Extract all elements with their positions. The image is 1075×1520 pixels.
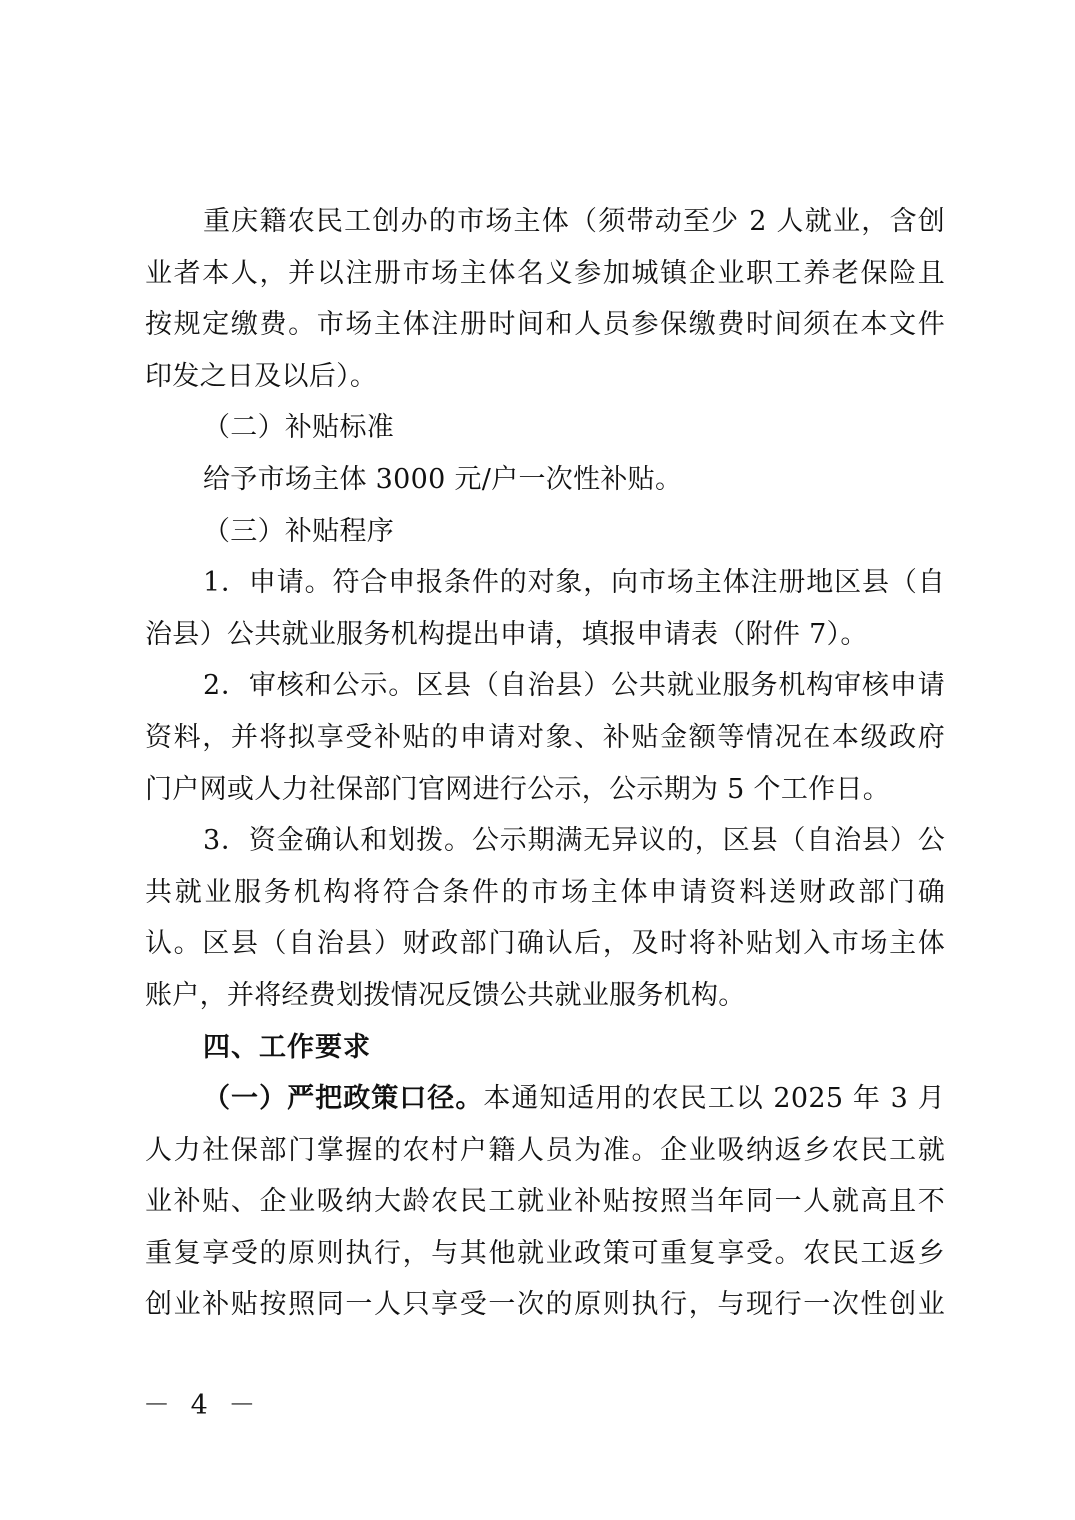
page-number: － 4 － [143, 1390, 262, 1421]
paragraph-line: 3．资金确认和划拨。公示期满无异议的，区县（自治县）公 [203, 825, 945, 857]
paragraph-line: 认。区县（自治县）财政部门确认后，及时将补贴划入市场主体 [145, 928, 945, 960]
paragraph-line: 门户网或人力社保部门官网进行公示，公示期为 5 个工作日。 [145, 773, 891, 805]
subheading-subsidy-procedure: （三）补贴程序 [203, 515, 395, 547]
paragraph-line: 2．审核和公示。区县（自治县）公共就业服务机构审核申请 [203, 670, 945, 702]
paragraph-line: 业者本人，并以注册市场主体名义参加城镇企业职工养老保险且 [145, 257, 945, 289]
paragraph-line: 资料，并将拟享受补贴的申请对象、补贴金额等情况在本级政府 [145, 721, 945, 753]
paragraph-line: 1．申请。符合申报条件的对象，向市场主体注册地区县（自 [203, 567, 945, 599]
paragraph-line: 印发之日及以后）。 [145, 360, 378, 392]
paragraph-line [145, 1073, 945, 1125]
paragraph-line-text: 本通知适用的农民工以 2025 年 3 月 [483, 1083, 945, 1115]
paragraph-line: 重庆籍农民工创办的市场主体（须带动至少 2 人就业，含创 [203, 206, 945, 237]
subheading-subsidy-standard: （二）补贴标准 [203, 412, 395, 444]
paragraph-line: 人力社保部门掌握的农村户籍人员为准。企业吸纳返乡农民工就 [145, 1134, 945, 1166]
section-lead-policy-scope: （一）严把政策口径。 [203, 1083, 484, 1115]
paragraph-line: 按规定缴费。市场主体注册时间和人员参保缴费时间须在本文件 [145, 309, 945, 341]
paragraph-line: 共就业服务机构将符合条件的市场主体申请资料送财政部门确 [145, 876, 945, 908]
paragraph-line: 重复享受的原则执行，与其他就业政策可重复享受。农民工返乡 [145, 1237, 945, 1269]
paragraph-line: 给予市场主体 3000 元/户一次性补贴。 [203, 463, 683, 495]
paragraph-line: 账户，并将经费划拨情况反馈公共就业服务机构。 [145, 979, 746, 1011]
paragraph-line: 业补贴、企业吸纳大龄农民工就业补贴按照当年同一人就高且不 [145, 1186, 945, 1218]
paragraph-line: 创业补贴按照同一人只享受一次的原则执行，与现行一次性创业 [145, 1289, 945, 1321]
document-body [145, 196, 945, 1331]
paragraph-line: 治县）公共就业服务机构提出申请，填报申请表（附件 7）。 [145, 618, 868, 650]
section-heading-work-requirements: 四、工作要求 [203, 1031, 371, 1063]
